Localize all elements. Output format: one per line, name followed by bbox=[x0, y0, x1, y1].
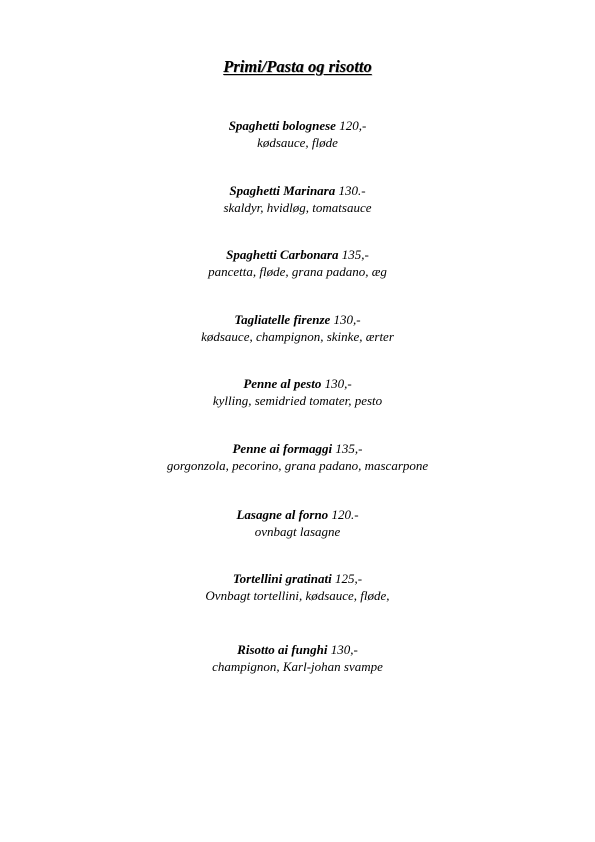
menu-item-description: gorgonzola, pecorino, grana padano, mascarpone bbox=[166, 458, 429, 473]
menu-item-heading bbox=[0, 641, 595, 658]
menu-item-heading bbox=[0, 506, 595, 523]
menu-item-name: Risotto ai funghi bbox=[237, 642, 328, 657]
menu-item-price: 120.- bbox=[331, 507, 359, 522]
menu-item bbox=[0, 641, 595, 675]
menu-item-name: Penne al pesto bbox=[243, 376, 322, 391]
menu-item-description: kylling, semidried tomater, pesto bbox=[212, 393, 383, 408]
menu-item-name: Tagliatelle firenze bbox=[234, 312, 331, 327]
menu-item-heading bbox=[0, 182, 595, 199]
menu-item bbox=[0, 440, 595, 474]
menu-item-name: Penne ai formaggi bbox=[232, 441, 333, 456]
menu-item-description: pancetta, fløde, grana padano, æg bbox=[208, 264, 387, 279]
menu-item-price: 130,- bbox=[330, 642, 358, 657]
menu-item-description: ovnbagt lasagne bbox=[254, 524, 341, 539]
menu-item-description: skaldyr, hvidløg, tomatsauce bbox=[223, 200, 372, 215]
menu-item-name: Tortellini gratinati bbox=[232, 571, 332, 586]
menu-item-name: Lasagne al forno bbox=[236, 507, 329, 522]
menu-item-description: Ovnbagt tortellini, kødsauce, fløde, bbox=[205, 588, 390, 603]
menu-item-name: Spaghetti bolognese bbox=[228, 118, 336, 133]
menu-item bbox=[0, 570, 595, 604]
menu-item-description: kødsauce, fløde bbox=[257, 135, 338, 150]
menu-item bbox=[0, 375, 595, 409]
menu-item-heading bbox=[0, 375, 595, 392]
menu-item-name: Spaghetti Carbonara bbox=[226, 247, 339, 262]
menu-item bbox=[0, 117, 595, 151]
menu-item-price: 130,- bbox=[324, 376, 352, 391]
menu-item-price: 135,- bbox=[335, 441, 363, 456]
menu-item-heading bbox=[0, 117, 595, 134]
menu-item-price: 130,- bbox=[333, 312, 361, 327]
menu-item-description: champignon, Karl-johan svampe bbox=[212, 659, 383, 674]
menu-item-description: kødsauce, champignon, skinke, ærter bbox=[201, 329, 394, 344]
menu-item-name: Spaghetti Marinara bbox=[229, 183, 336, 198]
menu-item bbox=[0, 506, 595, 540]
menu-item bbox=[0, 311, 595, 345]
menu-item-price: 130.- bbox=[338, 183, 366, 198]
menu-item-heading bbox=[0, 246, 595, 263]
menu-item bbox=[0, 182, 595, 216]
menu-item-price: 120,- bbox=[339, 118, 367, 133]
menu-item-price: 135,- bbox=[341, 247, 369, 262]
menu-item-heading bbox=[0, 440, 595, 457]
menu-item bbox=[0, 246, 595, 280]
menu-item-price: 125,- bbox=[335, 571, 363, 586]
menu-item-heading bbox=[0, 570, 595, 587]
page-title: Primi/Pasta og risotto bbox=[223, 57, 372, 76]
menu-item-heading bbox=[0, 311, 595, 328]
